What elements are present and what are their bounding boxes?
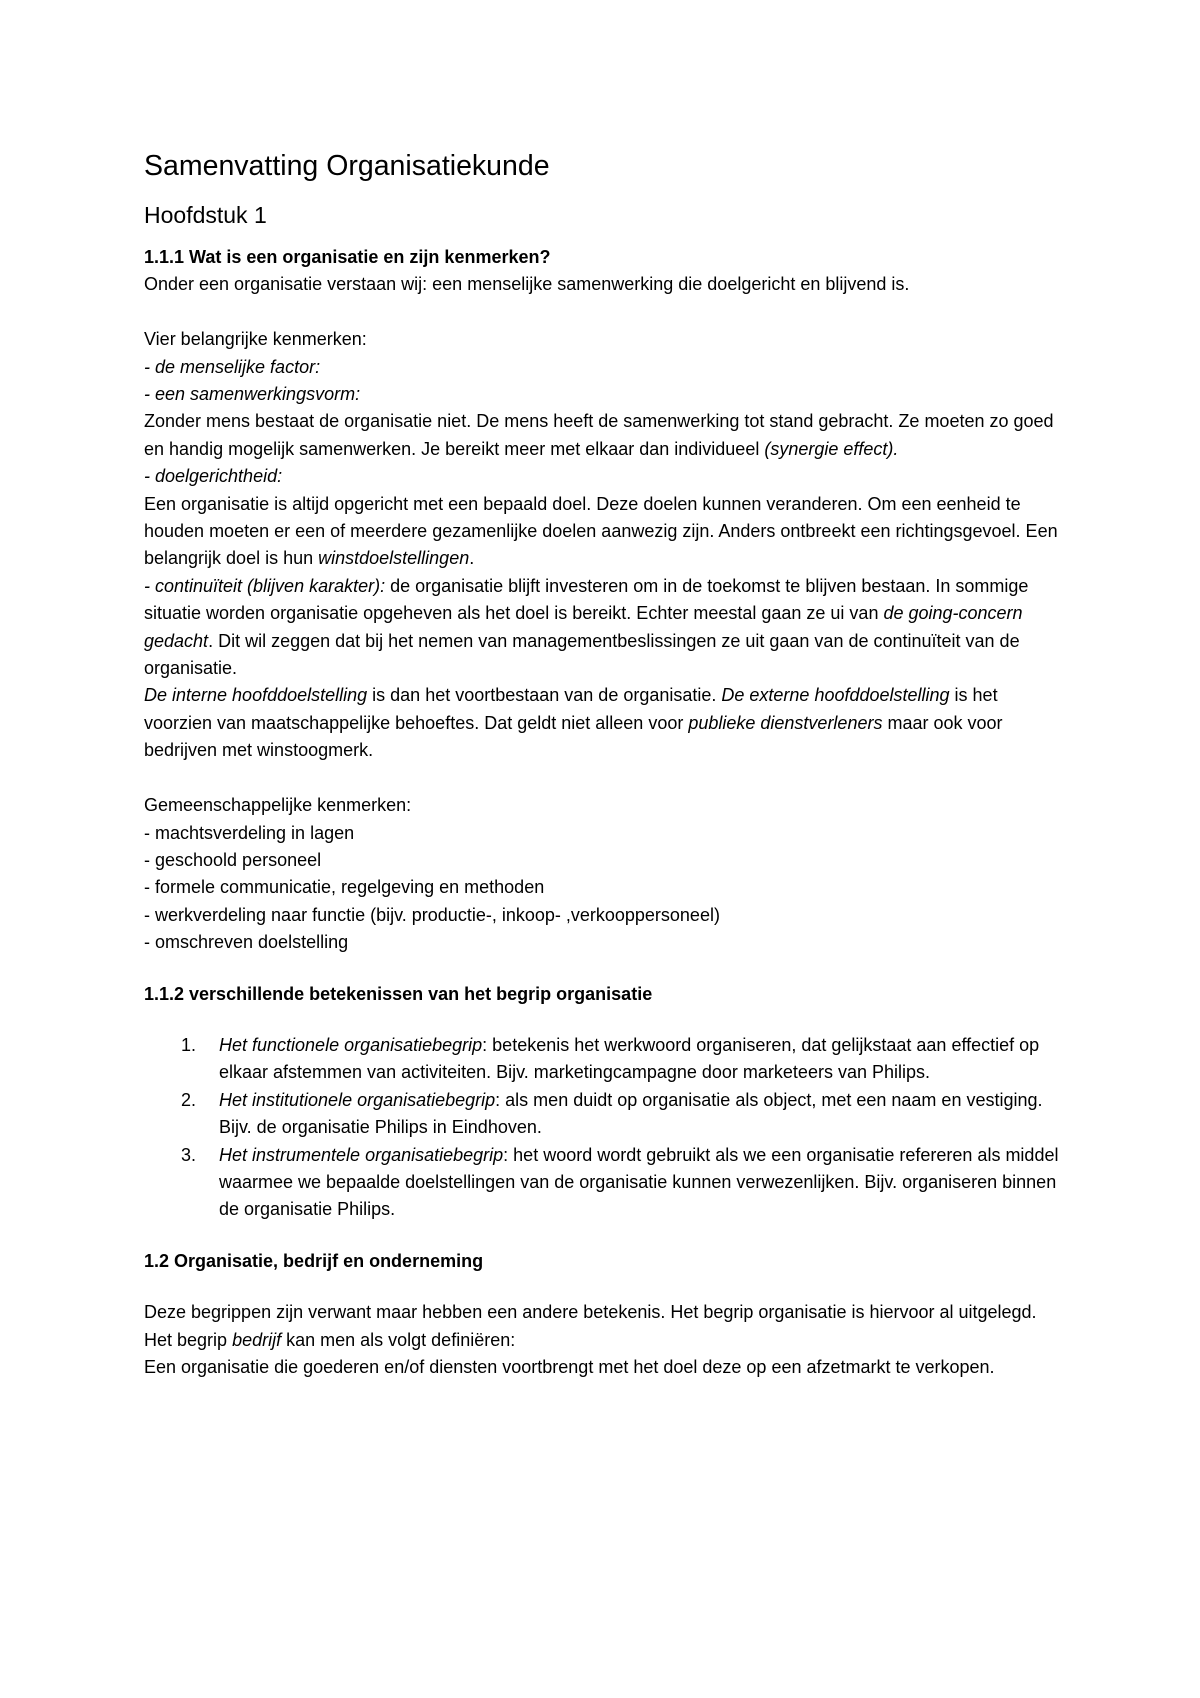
public-services-text: maar ook voor bedrijven met winstoogmerk. xyxy=(144,712,1003,761)
business-paragraph xyxy=(144,1299,1064,1354)
going-concern-term: de going-concern gedacht xyxy=(144,603,1023,651)
continuity-label: - continuïteit (blijven karakter): xyxy=(144,575,386,596)
common-feature-item: - geschoold personeel xyxy=(144,849,322,870)
spacer xyxy=(144,1224,1064,1248)
definition-term: Het functionele organisatiebegrip xyxy=(219,1034,483,1055)
main-goals-paragraph xyxy=(144,682,1064,764)
public-services-term: publieke dienstverleners xyxy=(688,712,883,733)
business-text-end: kan men als volgt definiëren: xyxy=(281,1329,516,1350)
feature-goal-orientation xyxy=(144,463,1064,490)
definition-term: Het instrumentele organisatiebegrip xyxy=(219,1144,504,1165)
definition-term: Het institutionele organisatiebegrip xyxy=(219,1089,496,1110)
list-number: 3. xyxy=(181,1144,197,1165)
common-features-intro: Gemeenschappelijke kenmerken: xyxy=(144,795,412,816)
chapter-heading: Hoofdstuk 1 xyxy=(144,202,267,228)
external-goal-text: is het voorzien van maatschappelijke behoeftes. Dat geldt niet alleen voor xyxy=(144,685,998,733)
goal-text: Een organisatie is altijd opgericht met een bepaald doel. Deze doelen kunnen veranderen. Om een eenheid te houden moeten er een of meerdere gezamenlijke doelen aanwezig zijn. Anders ontbreekt een richtingsgevoel. Een belangrijk doel is hun xyxy=(144,493,1058,569)
definition-text: : als men duidt op organisatie als object, met een naam en vestiging. Bijv. de organisatie Philips in Eindhoven. xyxy=(219,1089,1043,1138)
feature-cooperation-label: - een samenwerkingsvorm: xyxy=(144,384,361,405)
goal-text-end: . xyxy=(469,548,475,569)
definition-text: : betekenis het werkwoord organiseren, dat gelijkstaat aan effectief op elkaar afstemmen van activiteiten. Bijv. marketingcampagne door marketeers van Philips. xyxy=(219,1034,1040,1083)
business-text: Deze begrippen zijn verwant maar hebben een andere betekenis. Het begrip organisatie is hiervoor al uitgelegd. Het begrip xyxy=(144,1302,1037,1350)
spacer xyxy=(144,957,1064,981)
goal-paragraph xyxy=(144,491,1064,573)
continuity-text-2: . Dit wil zeggen dat bij het nemen van managementbeslissingen ze uit gaan van de continuïteit van de organisatie. xyxy=(144,630,1020,679)
common-feature-item: - formele communicatie, regelgeving en methoden xyxy=(144,877,545,898)
cooperation-text: Zonder mens bestaat de organisatie niet. De mens heeft de samenwerking tot stand gebracht. Ze moeten zo goed en handig mogelijk samenwerken. Je bereikt meer met elkaar dan individueel xyxy=(144,411,1054,459)
feature-goal-orientation-label: - doelgerichtheid: xyxy=(144,466,283,487)
feature-human-factor xyxy=(144,354,1064,381)
list-item xyxy=(144,1032,1064,1087)
synergy-term: (synergie effect). xyxy=(764,438,899,459)
document-title: Samenvatting Organisatiekunde xyxy=(144,150,550,182)
internal-goal-term: De interne hoofddoelstelling xyxy=(144,685,368,706)
list-number: 1. xyxy=(181,1034,197,1055)
list-number: 2. xyxy=(181,1089,197,1110)
business-term: bedrijf xyxy=(232,1329,282,1350)
list-item xyxy=(144,1142,1064,1224)
feature-human-factor-label: - de menselijke factor: xyxy=(144,356,321,377)
continuity-text: de organisatie blijft investeren om in de toekomst te blijven bestaan. In sommige situatie worden organisatie opgeheven als het doel is bereikt. Echter meestal gaan ze ui van xyxy=(144,575,1029,624)
spacer xyxy=(144,1008,1064,1032)
common-feature-item: - omschreven doelstelling xyxy=(144,932,349,953)
continuity-paragraph xyxy=(144,573,1064,683)
section-heading-1-2: 1.2 Organisatie, bedrijf en onderneming xyxy=(144,1250,484,1271)
common-feature-item: - machtsverdeling in lagen xyxy=(144,822,355,843)
profit-goals-term: winstdoelstellingen xyxy=(318,548,470,569)
document-body xyxy=(144,148,1064,1381)
internal-goal-text: is dan het voortbestaan van de organisatie. xyxy=(367,685,722,706)
section-heading-1-1-1: 1.1.1 Wat is een organisatie en zijn kenmerken? xyxy=(144,247,551,267)
organisation-definition: Onder een organisatie verstaan wij: een menselijke samenwerking die doelgericht en blijvend is. xyxy=(144,274,910,295)
cooperation-paragraph xyxy=(144,408,1064,463)
feature-cooperation xyxy=(144,381,1064,408)
key-features-intro: Vier belangrijke kenmerken: xyxy=(144,329,367,350)
common-feature-item: - werkverdeling naar functie (bijv. productie-, inkoop- ,verkooppersoneel) xyxy=(144,904,720,925)
section-heading-1-1-2: 1.1.2 verschillende betekenissen van het begrip organisatie xyxy=(144,983,653,1004)
spacer xyxy=(144,1275,1064,1299)
spacer xyxy=(144,765,1064,792)
spacer xyxy=(144,299,1064,326)
definitions-list xyxy=(144,1032,1064,1224)
list-item xyxy=(144,1087,1064,1142)
external-goal-term: De externe hoofddoelstelling xyxy=(721,685,950,706)
business-definition: Een organisatie die goederen en/of diensten voortbrengt met het doel deze op een afzetmarkt te verkopen. xyxy=(144,1357,995,1377)
definition-text: : het woord wordt gebruikt als we een organisatie refereren als middel waarmee we bepaalde doelstellingen van de organisatie kunnen verwezenlijken. Bijv. organiseren binnen de organisatie Philips. xyxy=(219,1144,1059,1220)
